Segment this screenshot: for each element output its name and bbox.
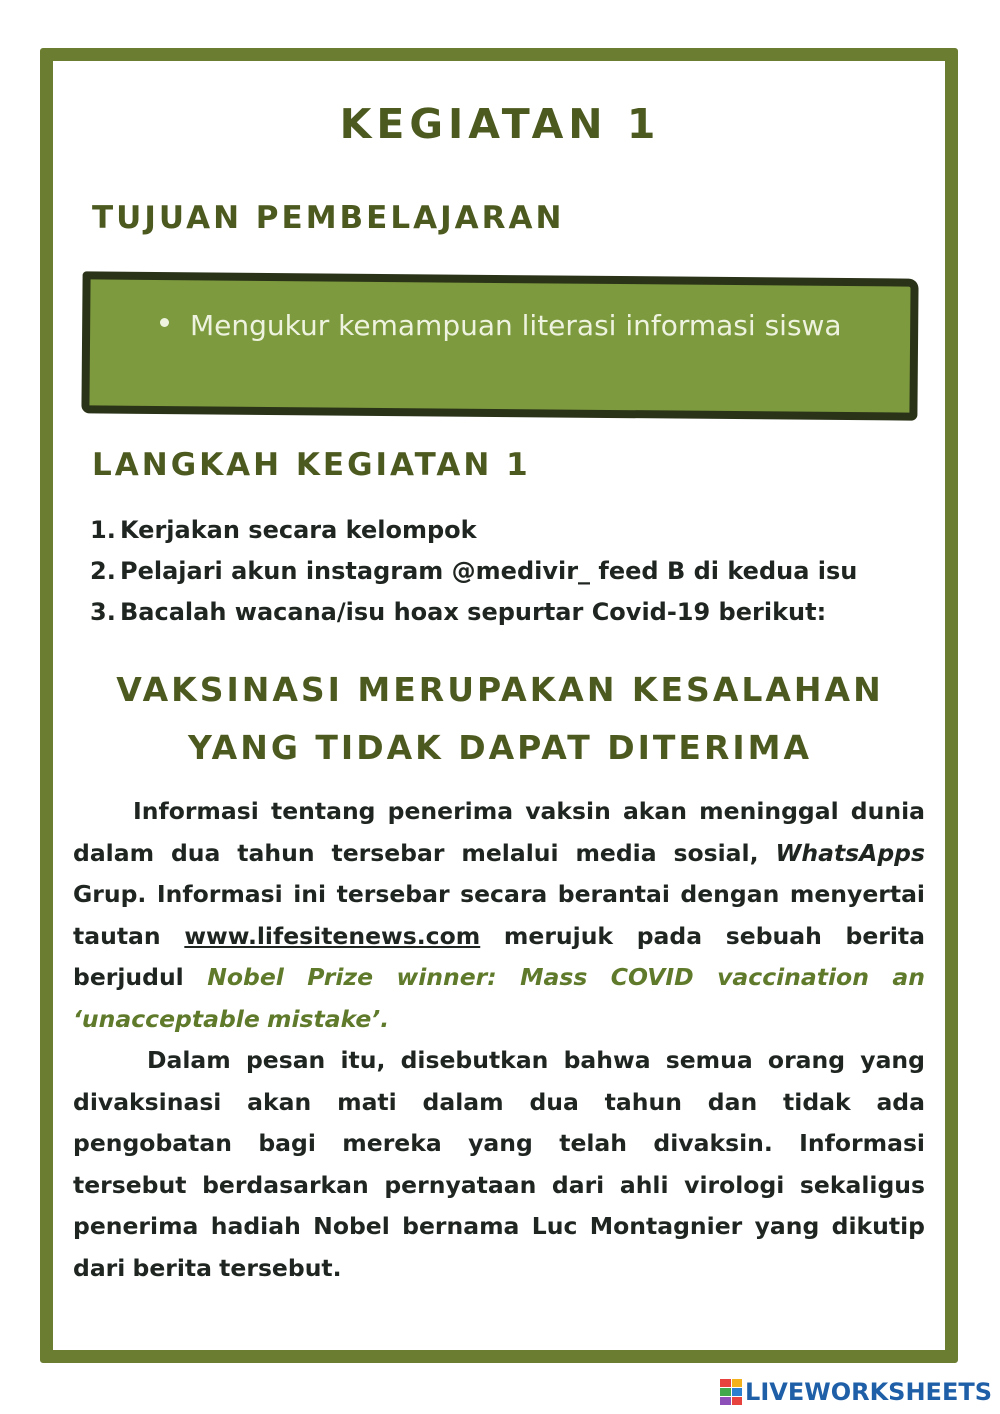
goal-box: [81, 271, 918, 420]
step-number: 1.: [90, 516, 116, 544]
paragraph-text: Informasi tentang penerima vaksin akan meninggal dunia dalam dua tahun tersebar melalui media sosial,: [73, 797, 925, 867]
step-number: 2.: [90, 557, 116, 585]
news-title: Nobel Prize winner: Mass COVID vaccination an ‘unacceptable mistake’.: [73, 963, 925, 1033]
logo-text: LIVEWORKSHEETS: [745, 1378, 992, 1406]
paragraph-text: Grup. Informasi ini tersebar secara berantai dengan menyertai tautan: [73, 880, 925, 950]
step-text: Kerjakan secara kelompok: [120, 516, 477, 544]
goal-text: Mengukur kemampuan literasi informasi siswa: [190, 309, 842, 342]
step-item: [90, 551, 857, 592]
source-link[interactable]: www.lifesitenews.com: [184, 921, 481, 950]
liveworksheets-logo: [720, 1378, 992, 1406]
bullet-icon: [160, 318, 169, 327]
step-text: Pelajari akun instagram @medivir_ feed B di kedua isu: [120, 557, 858, 585]
paragraph-text: merujuk pada sebuah berita berjudul: [73, 921, 926, 992]
step-text: Bacalah wacana/isu hoax sepurtar Covid-19 berikut:: [120, 598, 827, 626]
step-item: [90, 510, 857, 551]
step-item: [90, 592, 857, 633]
article-heading-line1: VAKSINASI MERUPAKAN KESALAHAN: [116, 670, 884, 709]
section-heading-langkah: LANGKAH KEGIATAN 1: [92, 447, 531, 483]
steps-list: [90, 510, 857, 633]
article-paragraph-2: Dalam pesan itu, disebutkan bahwa semua orang yang divaksinasi akan mati dalam dua tahun dan tidak ada pengobatan bagi mereka yang telah divaksin. Informasi tersebut berdasarkan pernyataan dari ahli virologi sekaligus penerima hadiah Nobel bernama Luc Montagnier yang dikutip dari berita tersebut.: [73, 1046, 925, 1282]
section-heading-tujuan: TUJUAN PEMBELAJARAN: [92, 200, 565, 236]
page-title: KEGIATAN 1: [339, 100, 661, 148]
article-heading-line2: YANG TIDAK DAPAT DITERIMA: [187, 728, 813, 767]
whatsapp-term: WhatsApps: [775, 838, 925, 867]
article-paragraph-1: [73, 791, 925, 1041]
logo-icon: [720, 1379, 742, 1405]
step-number: 3.: [90, 598, 116, 626]
